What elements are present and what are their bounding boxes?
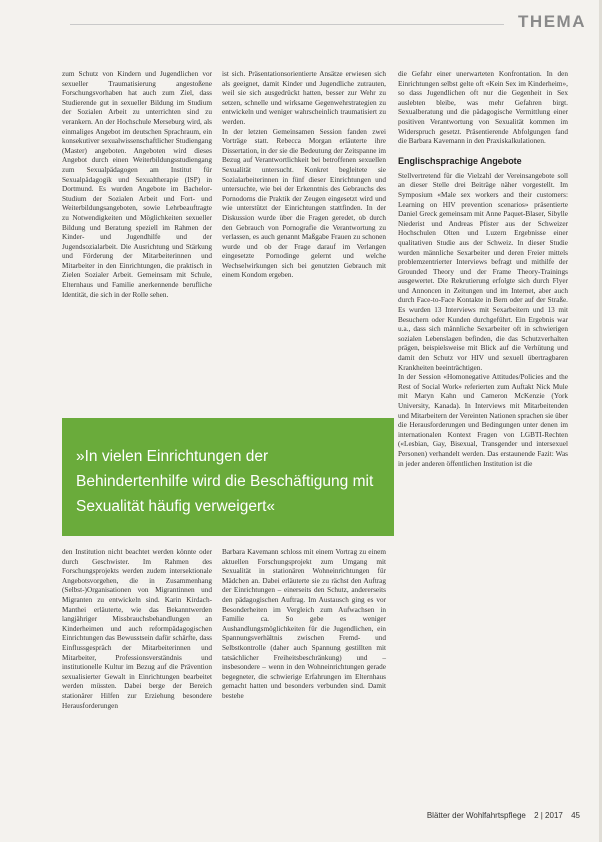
column-text: ist sich. Präsentationsorientierte Ansätze erwiesen sich als geeignet, damit Kinder und Jugendliche zutrauten, weil sie sich ausgedrückt hatten, besser zur Wehr zu setzen, schnelle und wirksame Gegenwehrstrategien zu entwickeln und weniger wahrscheinlich traumatisiert zu werden. In der letzten Gemeinsamen Session fanden zwei Vorträge statt. Rebecca Morgan erläuterte ihre Dissertation, in der sie die Bedeutung der Zeitspanne im Bezug auf Verantwortlichkeit bei betroffenen sexuellen Sexualität untersucht. Konkret begleitete sie Sozialarbeiterinnen in fünf dieser Einrichtungen und untersuchte, wie bei der Erkenntnis des Gebrauchs des Pornodorns die Praktik der Zeugen eingesetzt wird und wie unterstützt der Einrichtungen stattfinden. In der Diskussion wurde über die Fragen geredet, ob durch den Gebrauch von Pornografie die Verantwortung zu verlassen, es auch genannt Maßgabe Frauen zu schonen wurde und ob der Frage darauf im Verlangen eingesetzte Pornodinge gelernt und welche Wechselwirkungen sich bei genutzten Gebrauch mit einem Kondom ergeben. bbox=[222, 70, 386, 280]
column-text: die Gefahr einer unerwarteten Konfrontation. In den Einrichtungen selbst gelte oft «Kein Sex im Kinderheim», so dass Jugendlichen oft nur die Gegenheit in Sex auslebten bleibe, was mehr Gefahren birgt. Sexualberatung und die pädagogische Vermittlung einer positiven Verantwortung von Sexualität kommen im Widerspruch gesetzt. Präsentierende Abfolgungen fand die Barbara Kavemann in den Praxiskalkulationen. bbox=[398, 70, 568, 146]
section-heading: Englischsprachige Angebote bbox=[398, 155, 522, 166]
column-middle-bottom bbox=[222, 548, 386, 702]
column-left-bottom bbox=[62, 548, 212, 711]
page-number: 45 bbox=[571, 811, 580, 820]
section-label: THEMA bbox=[518, 12, 586, 31]
page-header bbox=[10, 4, 600, 31]
issue-number: 2 | 2017 bbox=[534, 811, 563, 820]
column-right bbox=[398, 70, 568, 469]
pull-quote-box bbox=[62, 418, 394, 536]
column-left-top bbox=[62, 70, 212, 300]
publication-name: Blätter der Wohlfahrtspflege bbox=[426, 811, 526, 820]
column-text: Stellvertretend für die Vielzahl der Vereinsangebote soll an dieser Stelle drei Beiträge näher vorgestellt. Im Symposium «Male sex workers and their customers: Learning on HIV prevention scenarios» präsentierte Daniel Greck gemeinsam mit Anne Paquet-Blaser, Sibylle Niederist und Andreas Pfister aus der Schweizer Hochschulen Olten und Luzern Ergebnisse einer qualitativen Studie aus der Schweiz. In dieser Studie wurden männliche Sexarbeiter und deren Freier mittels problemzentrierter Interviews befragt und mithilfe der Grounded Theory und der Frame Theory-Trainings ausgewertet. Die Rekrutierung erfolgte sich durch Flyer und Annoncen in Zeitungen und im Internet, aber auch durch Face-to-Face Kontakte in Bern oder auf der Straße. Es wurden 13 Interviews mit Sexarbeitern und 13 mit Besuchern oder Kunden durchgeführt. Ein Ergebnis war u.a., dass sich männliche Sexarbeiter oft in schwierigen sozialen Lebenslagen befinden, die das Schutzverhalten prägen, beispielsweise mit Blick auf die Verhütung und damit den Schutz vor HIV und sexuell übertragbaren Krankheiten beeinträchtigen. In der Session «Homonegative Attitudes/Policies and the Rest of Social Work» referierten zum Auftakt Nick Mule mit Maryn Kahn und Cameron McKenzie (York University, Kanada). In Interviews mit Mitarbeitenden und Mitarbeitern der Vereinten Nationen sprachen sie über die Herausforderungen und Bedingungen unter denen im internationalen Kontext Fragen von LGBTI-Rechten («Lesbian, Gay, Bisexual, Transgender und intersexuel Personen) verhandelt werden. Das erstaunende Fazit: Was in jeder anderen öffentlichen Institution ist die bbox=[398, 171, 568, 468]
pull-quote: »In vielen Einrichtungen der Behindertenhilfe wird die Beschäftigung mit Sexualität häufig verweigert« bbox=[76, 448, 374, 515]
column-text: Barbara Kavemann schloss mit einem Vortrag zu einem aktuellen Forschungsprojekt zum Umgang mit Sexualität in stationären Wohneinrichtungen für Mädchen an. Dabei erläuterte sie zu rächst den Auftrag der Einrichtungen – einerseits den Schutz, andererseits den pädagogischen Auftrag. Im Austausch ging es vor Besonderheiten im Vergleich zum Aufwachsen in Familie ca. So gebe es weniger Aushandlungsmöglichkeiten für die Jugendlichen, ein Spannungsverhältnis zwischen Fremd- und Selbstkontrolle (daher auch Spannung gestillten mit tatsächlicher Freiheitsbeschränkung) und – insbesondere – wenn in den Wohneinrichtungen gerade begegneter, die schwierige Erfahrungen im Elternhaus gemacht hatten und besonders verbunden sind. Damit bestehe bbox=[222, 548, 386, 700]
header-rule bbox=[70, 24, 504, 25]
column-middle-top bbox=[222, 70, 386, 281]
page-footer bbox=[421, 811, 580, 820]
column-text: den Institution nicht beachtet werden könnte oder durch Geschwister. Im Rahmen des Forschungsprojekts werden zudem intersektionale Angebotsvorgehen, die in Zusammenhang (Selbst-)Organisationen von Migrantinnen und Migranten zu entwickeln sind. Karin Kirdach-Manthei erläuterte, wie das Bekanntwerden langjähriger Missbrauchsbehandlungen an Kinderheimen und auch reformpädagogischen Einrichtungen das Bewusstsein dafür schärfte, dass Einflussgespräch der Mitarbeiterinnen und Mitarbeiter, Professionsverständnis und institutionelle Kultur im Bezug auf die Prävention sexualisierter Gewalt in Einrichtungen bearbeitet werden müssten. Dabei berge der Bereich stationärer Hilfen zur Erziehung besondere Herausforderungen bbox=[62, 548, 212, 710]
column-text: zum Schutz von Kindern und Jugendlichen vor sexueller Traumatisierung angestoßene Forschungsvorhaben hat auch zum Ziel, dass Studierende gut in sexueller Bildung im Studium der Sozialen Arbeit zu unterrichten sind zu verankern. An der Hochschule Merseburg wird, als einmaliges Angebot im deutschen Sprachraum, ein konsekutiver sexualwissenschaftlicher Studiengang (Master) angeboten. Angeboten wird dieses Angebot durch einen Weiterbildungsstudiengang zum Sexualpädagogen am Institut für Sexualpädagogik und Sexualtherapie (ISP) in Dortmund. Es wurden Angebote im Bachelor-Studium der Sozialen Arbeit und Fort- und Weiterbildungsangeboten, sowie Lehrbeauftragte zu Notwendigkeiten und Möglichkeiten sexueller Bildung und Beratung speziell im Rahmen der Kinder- und Jugendhilfe und der Jugendsozialarbeit. Die Ausrichtung und Stärkung und Förderung der Mitarbeiterinnen und Mitarbeiter in den Einrichtungen, die praktisch in Zielen Sozialer Arbeit. Gemeinsam mit Schule, Elternhaus und Familie anerkennende berufliche Identität, die sich in der Rolle sehen. bbox=[62, 70, 212, 299]
